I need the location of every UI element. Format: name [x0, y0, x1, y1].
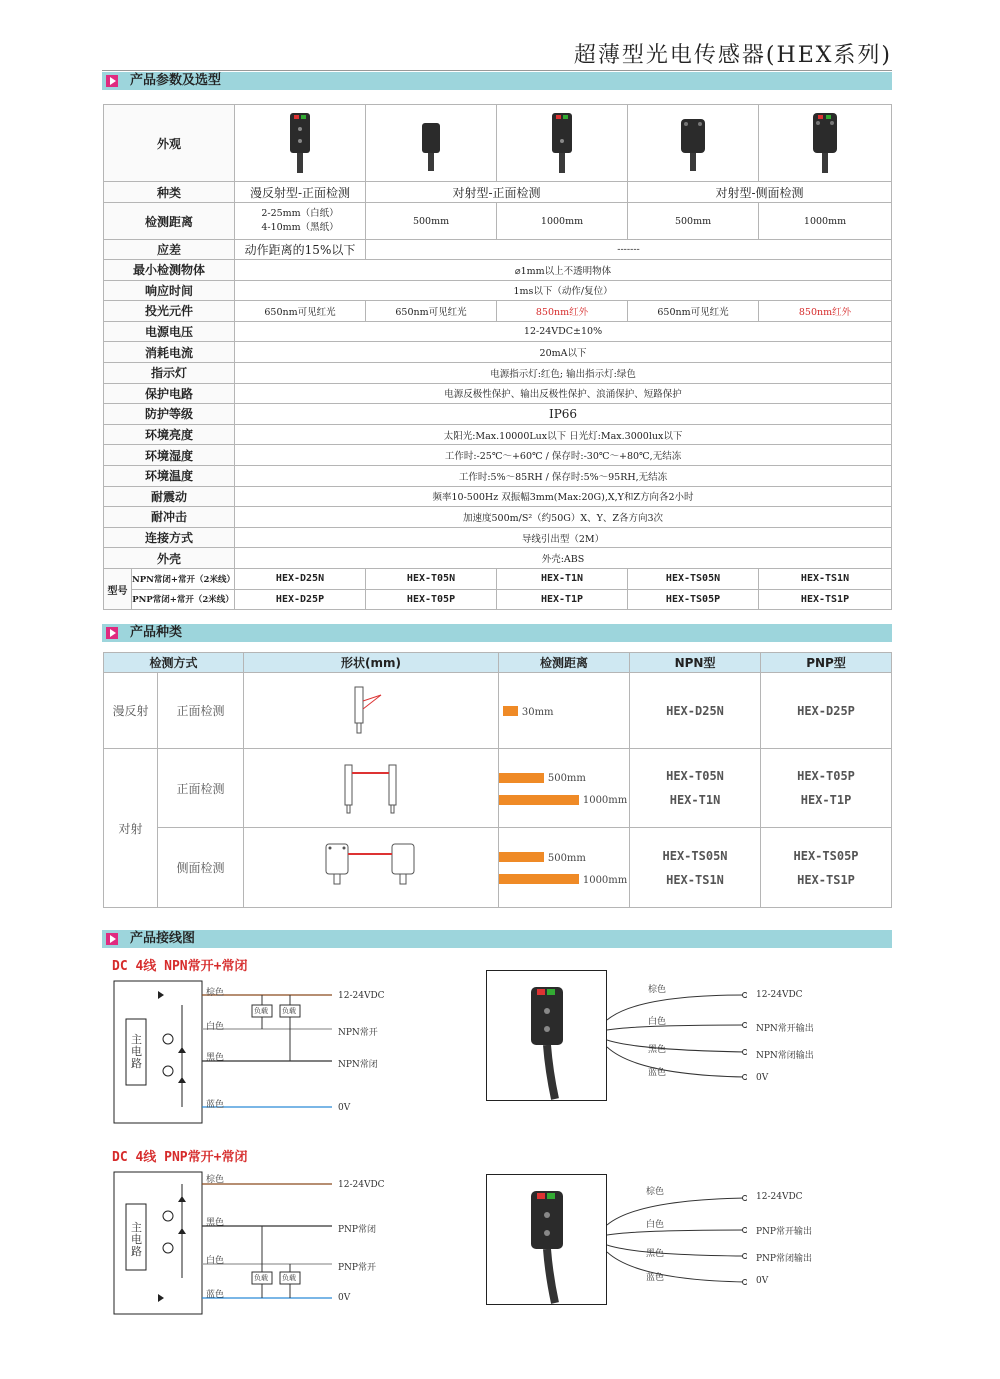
distance-label: 500mm — [547, 852, 586, 864]
pnp-label: PNP常闭+常开（2米线） — [132, 589, 235, 610]
wire-signal: PNP常闭 — [338, 1225, 376, 1235]
types-table — [103, 652, 892, 908]
npn-model: HEX-T1N — [497, 568, 628, 589]
photo-wire-color: 白色 — [648, 1017, 667, 1027]
spec-label: 外壳 — [104, 548, 235, 569]
section-arrow-icon — [106, 933, 118, 945]
pnp-type-cell — [761, 749, 892, 828]
distance-label: 30mm — [521, 706, 554, 718]
spec-label: 最小检测物体 — [104, 260, 235, 281]
wire-color: 蓝色 — [206, 1100, 225, 1110]
types-header: 检测距离 — [499, 653, 630, 673]
spec-label: 环境湿度 — [104, 445, 235, 466]
spec-cell: 外壳:ABS — [235, 548, 892, 569]
spec-cell: 对射型-侧面检测 — [628, 182, 892, 203]
model-label: 型号 — [104, 568, 132, 609]
spec-cell: 工作时:-25℃～+60℃ / 保存时:-30℃～+80℃,无结冻 — [235, 445, 892, 466]
load-label: 负载 — [254, 1007, 268, 1015]
spec-cell: 1000mm — [497, 203, 628, 240]
photo-wire-color: 棕色 — [646, 1187, 665, 1197]
load-label: 负载 — [282, 1007, 296, 1015]
spec-cell: 650nm可见红光 — [235, 301, 366, 322]
spec-cell: 1ms以下（动作/复位） — [235, 280, 892, 301]
spec-cell: 12-24VDC±10% — [235, 321, 892, 342]
sensor-image-ts1 — [759, 105, 892, 182]
spec-cell: 500mm — [628, 203, 759, 240]
pnp-type: HEX-D25P — [761, 673, 892, 749]
types-header: 检测方式 — [104, 653, 244, 673]
distance-label: 1000mm — [582, 795, 628, 806]
pnp-wiring-diagram — [112, 1168, 412, 1318]
photo-wire-color: 黑色 — [646, 1249, 665, 1259]
section-wiring-title: 产品接线图 — [130, 931, 196, 946]
wire-color: 白色 — [206, 1022, 225, 1032]
spec-label: 指示灯 — [104, 362, 235, 383]
section-arrow-icon — [106, 75, 118, 87]
spec-cell: 漫反射型-正面检测 — [235, 182, 366, 203]
npn-wiring-title: DC 4线 NPN常开+常闭 — [112, 959, 248, 974]
spec-cell: 动作距离的15%以下 — [235, 240, 366, 260]
npn-model: HEX-T05N — [366, 568, 497, 589]
load-label: 负载 — [282, 1274, 296, 1282]
section-types-bar — [102, 624, 892, 642]
spec-cell: 加速度500m/S²（约50G）X、Y、Z各方向3次 — [235, 507, 892, 528]
spec-cell: 20mA以下 — [235, 342, 892, 363]
sensor-image-ts05 — [628, 105, 759, 182]
pnp-type: HEX-TS1P — [797, 872, 855, 887]
distance-label: 1000mm — [582, 874, 628, 886]
spec-label: 应差 — [104, 240, 235, 260]
wire-color: 黑色 — [206, 1053, 225, 1063]
pnp-type: HEX-T1P — [800, 793, 852, 807]
pnp-wiring-title: DC 4线 PNP常开+常闭 — [112, 1150, 248, 1165]
spec-cell: 频率10-500Hz 双振幅3mm(Max:20G),X,Y和Z方向各2小时 — [235, 486, 892, 507]
load-label: 负载 — [254, 1274, 268, 1282]
npn-photo-wires — [607, 985, 747, 1085]
photo-wire-color: 棕色 — [648, 985, 667, 995]
distance-cell — [499, 749, 630, 828]
npn-sensor-photo — [486, 970, 607, 1101]
distance-cell — [499, 828, 630, 908]
type-front: 正面检测 — [158, 673, 244, 749]
detect-white: 2-25mm（白纸） — [261, 208, 339, 219]
page-title: 超薄型光电传感器(HEX系列) — [573, 43, 892, 68]
pnp-type: HEX-TS05P — [793, 848, 859, 863]
main-circuit-label: 主电路 — [131, 1033, 142, 1070]
types-header: PNP型 — [761, 653, 892, 673]
photo-wire-signal: PNP常开输出 — [756, 1227, 812, 1237]
spec-label: 耐震动 — [104, 486, 235, 507]
wire-signal: 12-24VDC — [338, 1180, 385, 1190]
distance-bar — [499, 874, 579, 884]
spec-label: 环境亮度 — [104, 424, 235, 445]
spec-cell: ------- — [366, 240, 892, 260]
section-params-title: 产品参数及选型 — [130, 73, 222, 88]
wire-color: 棕色 — [206, 988, 225, 998]
spec-cell: IP66 — [235, 404, 892, 425]
spec-label: 连接方式 — [104, 527, 235, 548]
shape-thru-front — [244, 749, 499, 828]
spec-cell: 850nm红外 — [759, 301, 892, 322]
spec-label: 防护等级 — [104, 404, 235, 425]
type-front: 正面检测 — [158, 749, 244, 828]
shape-diffuse — [244, 673, 499, 749]
npn-label: NPN常闭+常开（2米线） — [132, 568, 235, 589]
wire-color: 黑色 — [206, 1218, 225, 1228]
sensor-image-t1 — [497, 105, 628, 182]
section-wiring-bar — [102, 930, 892, 948]
spec-row-appearance — [104, 105, 892, 182]
spec-cell — [235, 203, 366, 240]
distance-bar — [499, 773, 544, 783]
spec-cell: 太阳光:Max.10000Lux以下 日光灯:Max.3000lux以下 — [235, 424, 892, 445]
spec-label: 保护电路 — [104, 383, 235, 404]
photo-wire-signal: 0V — [756, 1073, 769, 1083]
photo-wire-signal: 0V — [756, 1276, 769, 1286]
spec-label: 耐冲击 — [104, 507, 235, 528]
photo-wire-color: 蓝色 — [648, 1068, 667, 1078]
spec-cell: ⌀1mm以上不透明物体 — [235, 260, 892, 281]
sensor-image-t05 — [366, 105, 497, 182]
distance-bar — [503, 706, 518, 716]
pnp-type-cell — [761, 828, 892, 908]
main-circuit-label: 主电路 — [131, 1221, 142, 1258]
spec-cell: 650nm可见红光 — [628, 301, 759, 322]
npn-type: HEX-T05N — [666, 769, 724, 783]
section-types-title: 产品种类 — [130, 625, 183, 640]
photo-wire-signal: 12-24VDC — [756, 1192, 803, 1202]
sensor-image-d25 — [235, 105, 366, 182]
types-header: 形状(mm) — [244, 653, 499, 673]
wire-signal: NPN常闭 — [338, 1060, 378, 1070]
title-divider — [102, 70, 892, 71]
spec-label: 电源电压 — [104, 321, 235, 342]
npn-type-cell — [630, 749, 761, 828]
distance-label: 500mm — [547, 773, 586, 784]
section-arrow-icon — [106, 627, 118, 639]
photo-wire-color: 蓝色 — [646, 1273, 665, 1283]
distance-cell — [499, 673, 630, 749]
spec-cell: 850nm红外 — [497, 301, 628, 322]
wire-signal: 0V — [338, 1293, 351, 1303]
spec-cell: 导线引出型（2M） — [235, 527, 892, 548]
type-thru: 对射 — [104, 749, 158, 908]
spec-cell: 工作时:5%～85RH / 保存时:5%～95RH,无结冻 — [235, 465, 892, 486]
pnp-photo-wires — [607, 1190, 747, 1290]
types-header: NPN型 — [630, 653, 761, 673]
pnp-model: HEX-TS05P — [628, 589, 759, 610]
type-diffuse: 漫反射 — [104, 673, 158, 749]
wire-color: 棕色 — [206, 1175, 225, 1185]
wire-signal: PNP常开 — [338, 1263, 376, 1273]
spec-label: 投光元件 — [104, 301, 235, 322]
photo-wire-signal: NPN常闭输出 — [756, 1051, 814, 1061]
spec-label: 环境温度 — [104, 465, 235, 486]
spec-cell: 电源反极性保护、输出反极性保护、浪涌保护、短路保护 — [235, 383, 892, 404]
npn-type: HEX-TS05N — [662, 848, 728, 863]
wire-color: 蓝色 — [206, 1290, 225, 1300]
distance-bar — [499, 795, 579, 805]
photo-wire-color: 白色 — [646, 1220, 665, 1230]
shape-thru-side — [244, 828, 499, 908]
spec-label: 消耗电流 — [104, 342, 235, 363]
pnp-model: HEX-T05P — [366, 589, 497, 610]
spec-label: 检测距离 — [104, 203, 235, 240]
spec-label: 响应时间 — [104, 280, 235, 301]
pnp-model: HEX-D25P — [235, 589, 366, 610]
pnp-type: HEX-T05P — [797, 769, 855, 783]
distance-bar — [499, 852, 544, 862]
wire-signal: 12-24VDC — [338, 991, 385, 1001]
spec-cell: 500mm — [366, 203, 497, 240]
section-params-bar — [102, 72, 892, 90]
photo-wire-signal: 12-24VDC — [756, 990, 803, 1000]
spec-cell: 对射型-正面检测 — [366, 182, 628, 203]
photo-wire-signal: PNP常闭输出 — [756, 1254, 812, 1264]
photo-wire-color: 黑色 — [648, 1045, 667, 1055]
wire-color: 白色 — [206, 1256, 225, 1266]
npn-model: HEX-TS1N — [759, 568, 892, 589]
npn-model: HEX-D25N — [235, 568, 366, 589]
spec-label: 种类 — [104, 182, 235, 203]
spec-cell: 650nm可见红光 — [366, 301, 497, 322]
npn-type: HEX-TS1N — [666, 872, 724, 887]
spec-label: 外观 — [104, 105, 235, 182]
pnp-model: HEX-T1P — [497, 589, 628, 610]
wire-signal: NPN常开 — [338, 1028, 378, 1038]
pnp-sensor-photo — [486, 1174, 607, 1305]
wire-signal: 0V — [338, 1103, 351, 1113]
npn-type-cell — [630, 828, 761, 908]
spec-cell: 1000mm — [759, 203, 892, 240]
photo-wire-signal: NPN常开输出 — [756, 1024, 814, 1034]
npn-type: HEX-T1N — [669, 793, 721, 807]
npn-model: HEX-TS05N — [628, 568, 759, 589]
type-side: 侧面检测 — [158, 828, 244, 908]
detect-black: 4-10mm（黑纸） — [261, 222, 339, 233]
spec-cell: 电源指示灯:红色; 输出指示灯:绿色 — [235, 362, 892, 383]
npn-type: HEX-D25N — [630, 673, 761, 749]
spec-table — [103, 104, 892, 610]
pnp-model: HEX-TS1P — [759, 589, 892, 610]
